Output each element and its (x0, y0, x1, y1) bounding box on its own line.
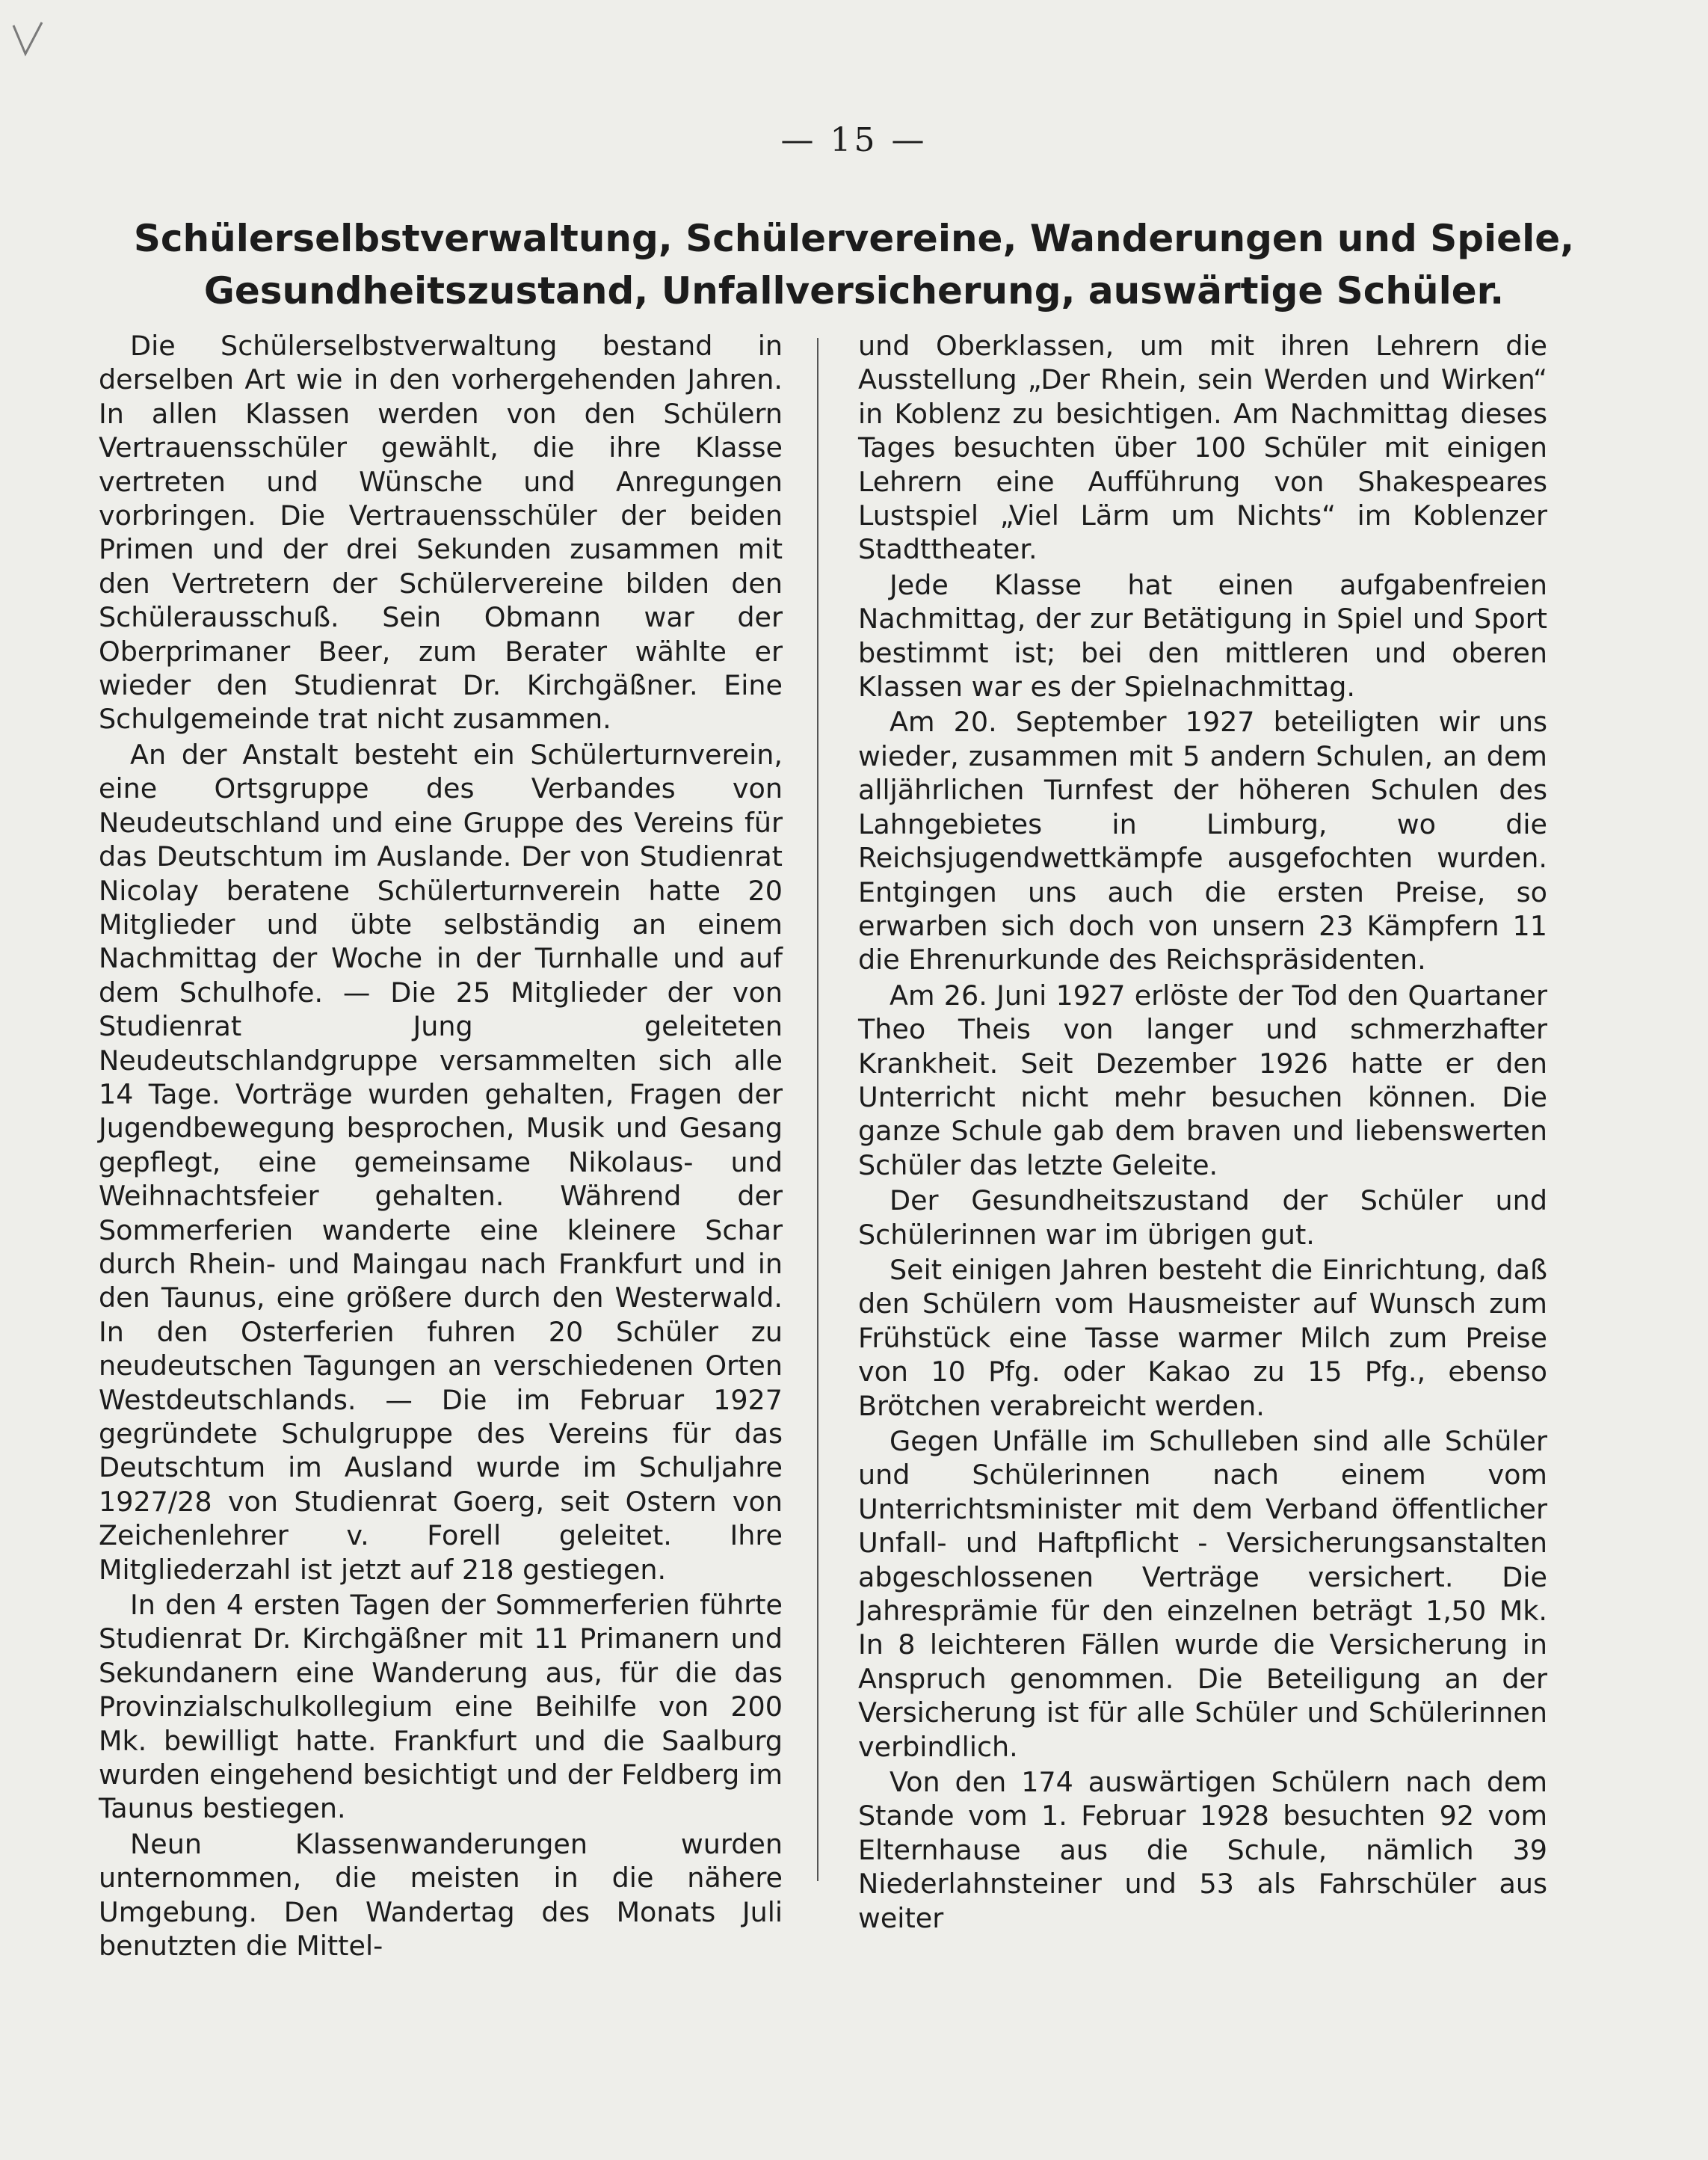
paragraph: Am 26. Juni 1927 erlöste der Tod den Quartaner Theo Theis von langer und schmerzhafter Krankheit. Seit Dezember 1926 hatte er den Unterricht nicht mehr besuchen können. Die ganze Schule gab dem braven und liebenswerten Schüler das letzte Geleite. (858, 979, 1547, 1181)
paragraph: Seit einigen Jahren besteht die Einrichtung, daß den Schülern vom Hausmeister auf Wunsch zum Frühstück eine Tasse warmer Milch zum Preise von 10 Pfg. oder Kakao zu 15 Pfg., ebenso Brötchen verabreicht werden. (858, 1253, 1547, 1422)
column-divider (817, 338, 818, 1881)
page-number: — 15 — (780, 121, 928, 159)
corner-pen-mark (10, 21, 45, 58)
paragraph: Der Gesundheitszustand der Schüler und Schülerinnen war im übrigen gut. (858, 1184, 1547, 1251)
paragraph: Neun Klassenwanderungen wurden unternommen, die meisten in die nähere Umgebung. Den Wandertag des Monats Juli benutzten die Mittel- (99, 1827, 783, 1963)
page-title (112, 212, 1596, 317)
title-line-1: Schülerselbstverwaltung, Schülervereine, Wanderungen und Spiele, (133, 217, 1575, 260)
title-line-2: Gesundheitszustand, Unfallversicherung, auswärtige Schüler. (203, 269, 1505, 313)
paragraph: Jede Klasse hat einen aufgabenfreien Nachmittag, der zur Betätigung in Spiel und Sport bestimmt ist; bei den mittleren und oberen Klassen war es der Spielnachmittag. (858, 568, 1547, 704)
paragraph: In den 4 ersten Tagen der Sommerferien führte Studienrat Dr. Kirchgäßner mit 11 Primanern und Sekundanern eine Wanderung aus, für die das Provinzialschulkollegium eine Beihilfe von 200 Mk. bewilligt hatte. Frankfurt und die Saalburg wurden eingehend besichtigt und der Feldberg im Taunus bestiegen. (99, 1589, 783, 1825)
paragraph: Von den 174 auswärtigen Schülern nach dem Stande vom 1. Februar 1928 besuchten 92 vom Elternhause aus die Schule, nämlich 39 Niederlahnsteiner und 53 als Fahrschüler aus weiter (858, 1766, 1547, 1934)
paragraph: Gegen Unfälle im Schulleben sind alle Schüler und Schülerinnen nach einem vom Unterrichtsminister mit dem Verband öffentlicher Unfall- und Haftpflicht - Versicherungsanstalten abgeschlossenen Verträge versichert. Die Jahresprämie für den einzelnen beträgt 1,50 Mk. In 8 leichteren Fällen wurde die Versicherung in Anspruch genommen. Die Beteiligung an der Versicherung ist für alle Schüler und Schülerinnen verbindlich. (858, 1425, 1547, 1763)
paragraph: und Oberklassen, um mit ihren Lehrern die Ausstellung „Der Rhein, sein Werden und Wirken“ in Koblenz zu besichtigen. Am Nachmittag dieses Tages besuchten über 100 Schüler mit einigen Lehrern eine Aufführung von Shakespeares Lustspiel „Viel Lärm um Nichts“ im Koblenzer Stadttheater. (858, 330, 1547, 566)
paragraph: An der Anstalt besteht ein Schülerturnverein, eine Ortsgruppe des Verbandes von Neudeutschland und eine Gruppe des Vereins für das Deutschtum im Auslande. Der von Studienrat Nicolay beratene Schülerturnverein hatte 20 Mitglieder und übte selbständig an einem Nachmittag der Woche in der Turnhalle und auf dem Schulhofe. — Die 25 Mitglieder der von Studienrat Jung geleiteten Neudeutschlandgruppe versammelten sich alle 14 Tage. Vorträge wurden gehalten, Fragen der Jugendbewegung besprochen, Musik und Gesang gepflegt, eine gemeinsame Nikolaus- und Weihnachtsfeier gehalten. Während der Sommerferien wanderte eine kleinere Schar durch Rhein- und Maingau nach Frankfurt und in den Taunus, eine größere durch den Westerwald. In den Osterferien fuhren 20 Schüler zu neudeutschen Tagungen an verschiedenen Orten Westdeutschlands. — Die im Februar 1927 gegründete Schulgruppe des Vereins für das Deutschtum im Ausland wurde im Schuljahre 1927/28 von Studienrat Goerg, seit Ostern von Zeichenlehrer v. Forell geleitet. Ihre Mitgliederzahl ist jetzt auf 218 gestiegen. (99, 738, 783, 1586)
paragraph: Am 20. September 1927 beteiligten wir uns wieder, zusammen mit 5 andern Schulen, an dem alljährlichen Turnfest der höheren Schulen des Lahngebietes in Limburg, wo die Reichsjugendwettkämpfe ausgefochten wurden. Entgingen uns auch die ersten Preise, so erwarben sich doch von unsern 23 Kämpfern 11 die Ehrenurkunde des Reichspräsidenten. (858, 706, 1547, 976)
right-column (858, 329, 1547, 1936)
paragraph: Die Schülerselbstverwaltung bestand in derselben Art wie in den vorhergehenden Jahren. In allen Klassen werden von den Schülern Vertrauensschüler gewählt, die ihre Klasse vertreten und Wünsche und Anregungen vorbringen. Die Vertrauensschüler der beiden Primen und der drei Sekunden zusammen mit den Vertretern der Schülervereine bilden den Schülerausschuß. Sein Obmann war der Oberprimaner Beer, zum Berater wählte er wieder den Studienrat Dr. Kirchgäßner. Eine Schulgemeinde trat nicht zusammen. (99, 330, 783, 736)
left-column (99, 329, 783, 1965)
